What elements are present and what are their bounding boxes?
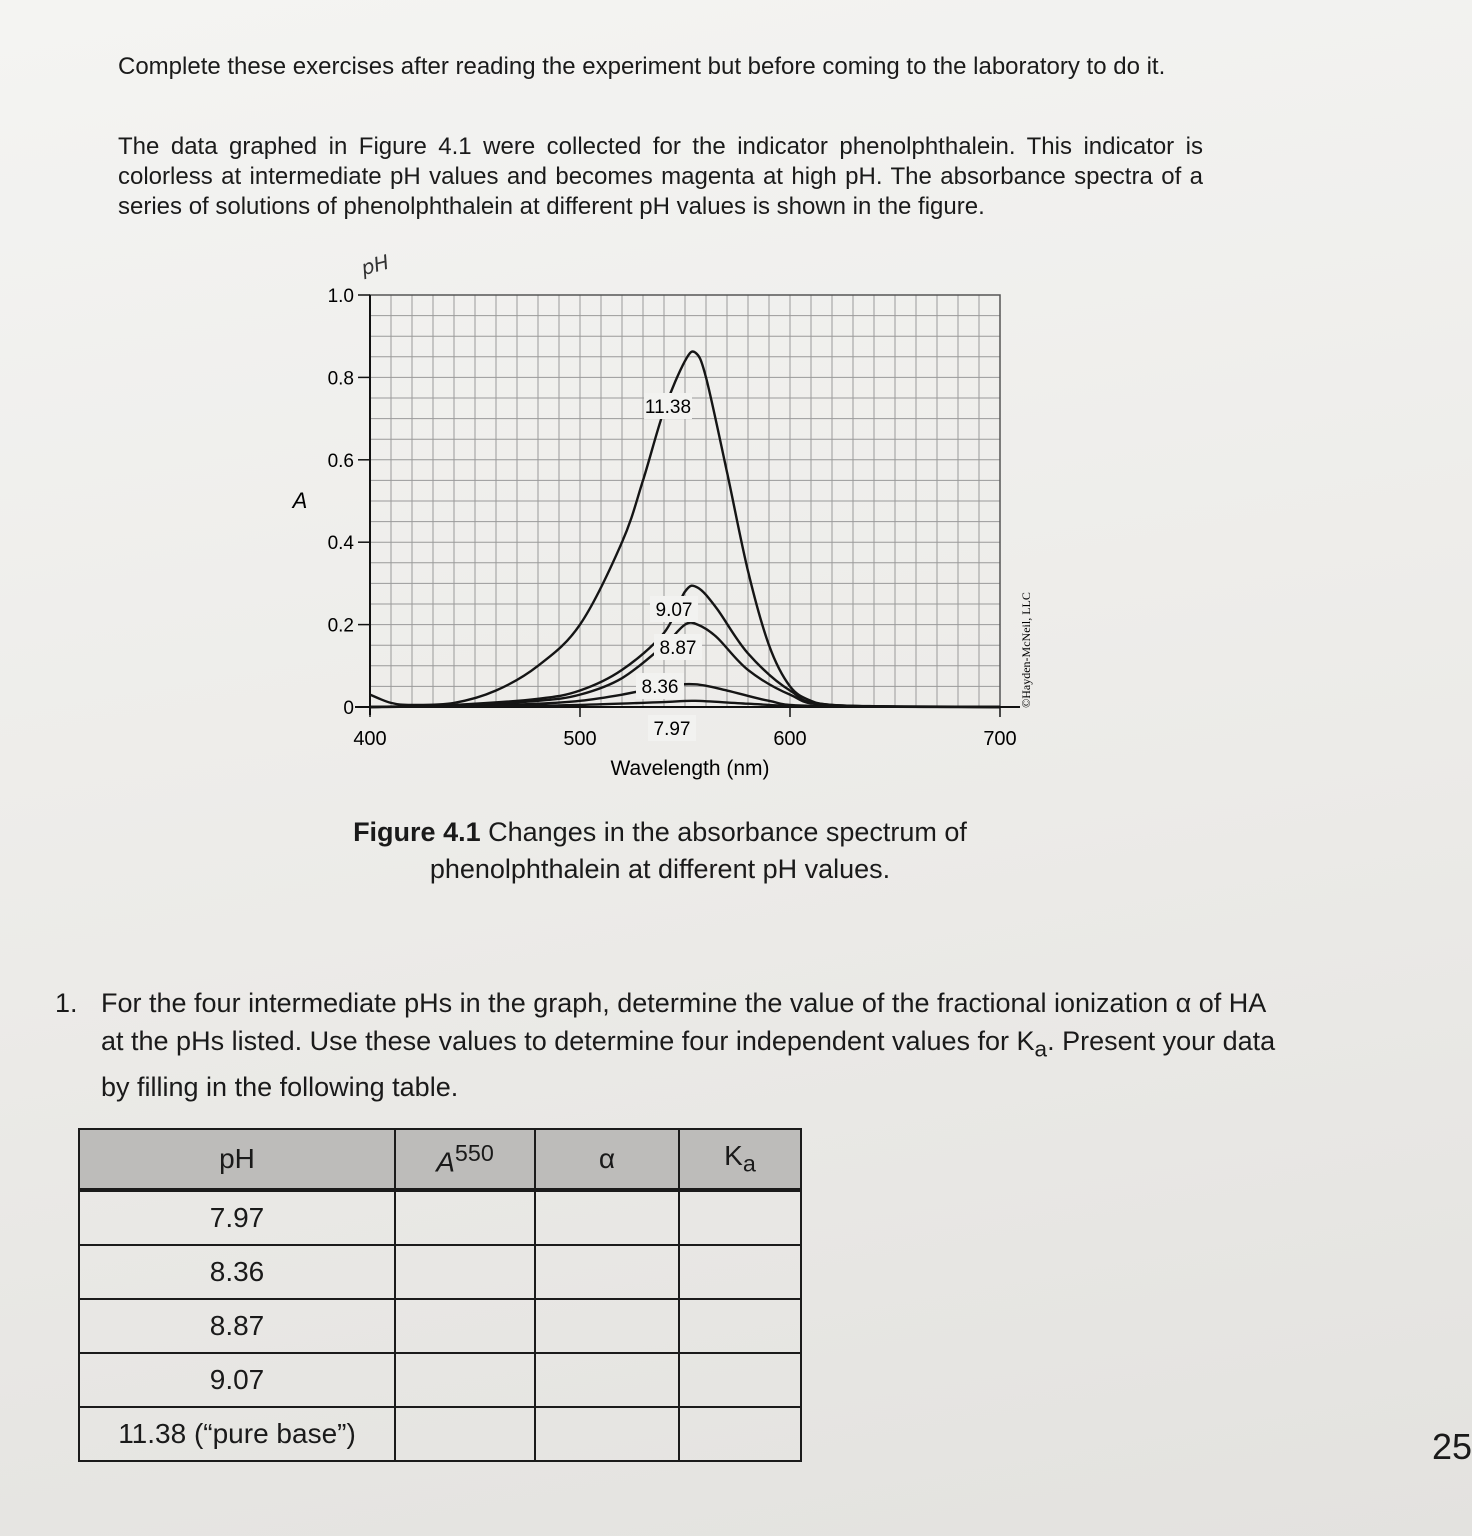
table-row	[79, 1353, 801, 1407]
header-alpha: α	[535, 1129, 679, 1190]
caption-text: Changes in the absorbance spectrum of phenolphthalein at different pH values.	[429, 817, 967, 884]
absorbance-cell[interactable]	[395, 1407, 535, 1461]
header-ka	[679, 1129, 801, 1190]
y-tick-label: 0.2	[327, 615, 354, 637]
x-tick-label: 500	[563, 728, 597, 750]
series-label-ph: 8.87	[659, 638, 697, 659]
header-ph: pH	[79, 1129, 395, 1190]
alpha-cell[interactable]	[535, 1299, 679, 1353]
ka-cell[interactable]	[679, 1299, 801, 1353]
table-row	[79, 1407, 801, 1461]
y-tick-label: 0	[343, 698, 354, 719]
page-number: 25	[1432, 1426, 1472, 1467]
ka-cell[interactable]	[679, 1190, 801, 1245]
series-label-ph: 8.36	[641, 677, 679, 698]
absorbance-cell[interactable]	[395, 1245, 535, 1299]
header-absorbance-sup: 550	[454, 1139, 494, 1166]
table-row	[79, 1190, 801, 1245]
absorbance-cell[interactable]	[395, 1190, 535, 1245]
question-text: For the four intermediate pHs in the graph, determine the value of the fractional ionization α of HA at the pHs listed. Use these values to determine four independent values for K	[101, 988, 1265, 1056]
row-ph: 7.97	[79, 1190, 395, 1245]
row-ph: 8.36	[79, 1245, 395, 1299]
absorbance-cell[interactable]	[395, 1299, 535, 1353]
y-axis-label: A	[292, 488, 308, 513]
row-ph: 9.07	[79, 1353, 395, 1407]
figure-caption	[300, 814, 1020, 888]
intro-paragraph-2: The data graphed in Figure 4.1 were collected for the indicator phenolphthalein. This indicator is colorless at intermediate pH values and becomes magenta at high pH. The absorbance spectra of a series of solutions of phenolphthalein at different pH values is shown in the figure.	[118, 133, 1203, 220]
x-tick-label: 600	[773, 728, 807, 750]
question-1	[55, 984, 1285, 1106]
x-axis-label: Wavelength (nm)	[610, 757, 770, 780]
data-table	[78, 1128, 802, 1462]
header-ka-sub: a	[742, 1150, 756, 1177]
handwritten-ph-note: pH	[358, 249, 392, 281]
alpha-cell[interactable]	[535, 1190, 679, 1245]
ka-cell[interactable]	[679, 1245, 801, 1299]
intro-paragraph-1: Complete these exercises after reading the experiment but before coming to the laboratory to do it.	[118, 53, 1166, 80]
series-label-ph: 7.97	[653, 719, 691, 740]
alpha-cell[interactable]	[535, 1245, 679, 1299]
y-tick-label: 0.6	[327, 450, 354, 472]
header-absorbance	[395, 1129, 535, 1190]
y-ticks	[328, 286, 370, 719]
table-row	[79, 1245, 801, 1299]
table-header-row	[79, 1129, 801, 1190]
series-label-ph: 11.38	[644, 397, 692, 418]
ka-cell[interactable]	[679, 1407, 801, 1461]
ka-subscript: a	[1034, 1036, 1048, 1062]
y-tick-label: 0.4	[327, 533, 354, 555]
y-tick-label: 0.8	[327, 368, 354, 390]
series-labels	[636, 393, 702, 741]
question-text-end: . Present your data by filling in the following table.	[101, 1026, 1276, 1103]
ka-cell[interactable]	[679, 1353, 801, 1407]
copyright-note: ©Hayden-McNeil, LLC	[1019, 592, 1033, 708]
absorbance-cell[interactable]	[395, 1353, 535, 1407]
row-ph: 11.38 (“pure base”)	[79, 1407, 395, 1461]
y-tick-label: 1.0	[327, 286, 354, 307]
caption-label: Figure 4.1	[353, 817, 481, 847]
x-tick-label: 400	[353, 728, 387, 750]
header-ka-base: K	[724, 1140, 743, 1172]
row-ph: 8.87	[79, 1299, 395, 1353]
table-row	[79, 1299, 801, 1353]
header-absorbance-base: A	[436, 1146, 455, 1178]
x-tick-label: 700	[983, 728, 1017, 750]
series-label-ph: 9.07	[655, 600, 693, 621]
alpha-cell[interactable]	[535, 1353, 679, 1407]
alpha-cell[interactable]	[535, 1407, 679, 1461]
question-number: 1.	[55, 988, 78, 1018]
